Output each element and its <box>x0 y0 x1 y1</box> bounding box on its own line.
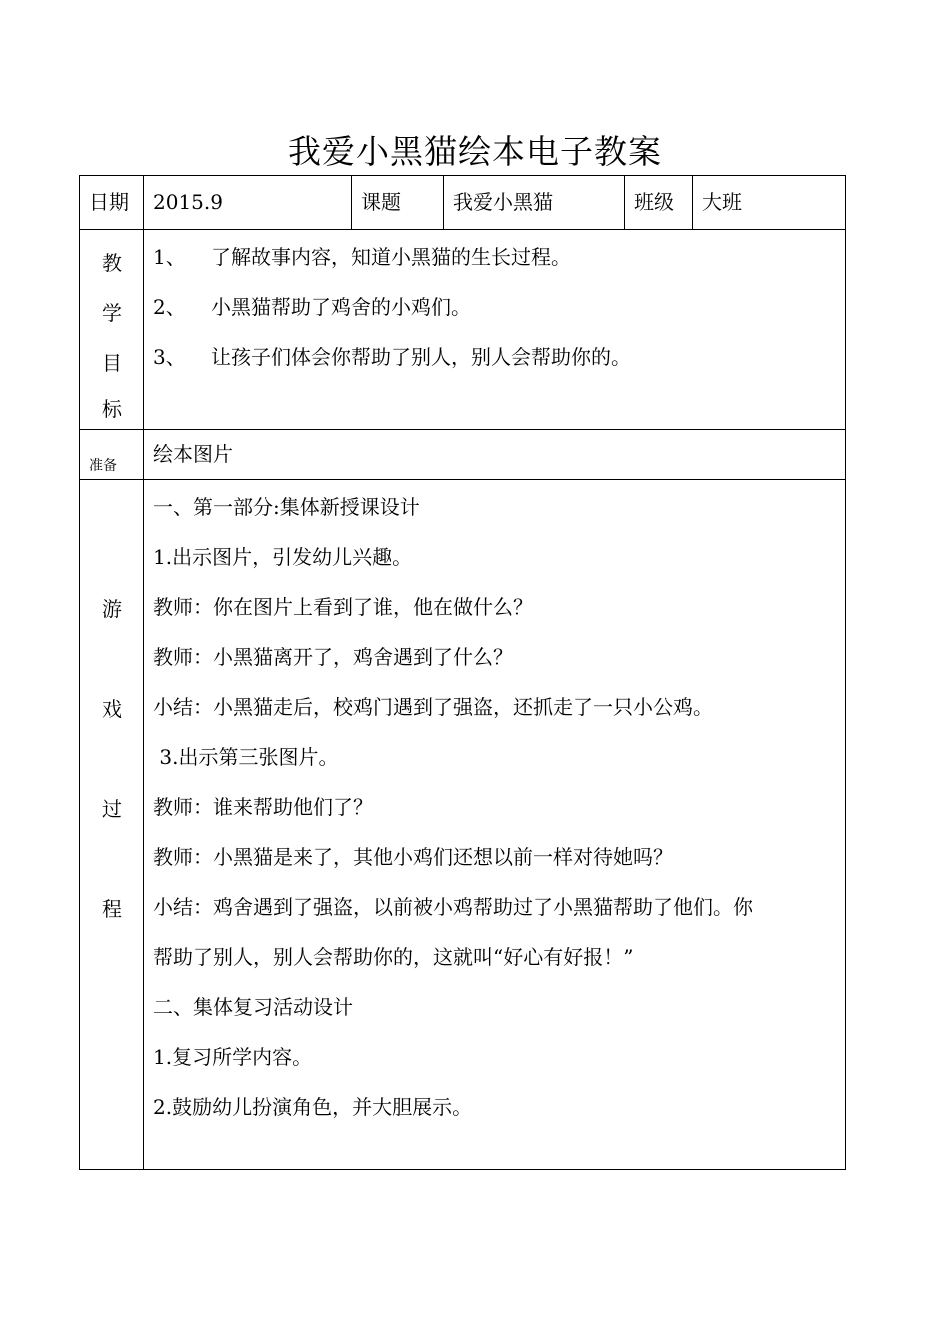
goals-label <box>79 230 143 430</box>
goal-item: 2、 小黑猫帮助了鸡舍的小鸡们。 <box>153 295 471 319</box>
process-line: 一、第一部分:集体新授课设计 <box>153 495 420 519</box>
goals-content <box>143 230 846 430</box>
process-line: 帮助了别人，别人会帮助你的，这就叫“好心有好报！” <box>153 945 634 969</box>
header-row <box>79 175 846 230</box>
process-line: 1.出示图片，引发幼儿兴趣。 <box>153 545 413 569</box>
goals-label-char: 标 <box>102 397 122 421</box>
process-content <box>143 480 846 1170</box>
process-line: 教师：小黑猫离开了，鸡舍遇到了什么？ <box>153 645 513 669</box>
process-line: 2.鼓励幼儿扮演角色，并大胆展示。 <box>153 1095 473 1119</box>
class-value: 大班 <box>692 175 846 230</box>
process-label-char: 戏 <box>102 697 122 721</box>
goal-item: 1、 了解故事内容，知道小黑猫的生长过程。 <box>153 245 571 269</box>
prep-value: 绘本图片 <box>143 430 846 480</box>
process-label-char: 游 <box>102 597 122 621</box>
process-line: 小结：小黑猫走后，校鸡门遇到了强盗，还抓走了一只小公鸡。 <box>153 695 713 719</box>
date-label: 日期 <box>79 175 143 230</box>
process-line: 教师：小黑猫是来了，其他小鸡们还想以前一样对待她吗？ <box>153 845 673 869</box>
process-line: 1.复习所学内容。 <box>153 1045 313 1069</box>
goals-label-char: 目 <box>102 351 122 375</box>
process-line: 二、集体复习活动设计 <box>153 995 353 1019</box>
process-label-char: 过 <box>102 797 122 821</box>
page-title: 我爱小黑猫绘本电子教案 <box>288 132 662 171</box>
prep-label: 准备 <box>79 430 143 480</box>
goals-label-char: 教 <box>102 251 122 275</box>
process-label-char: 程 <box>102 897 122 921</box>
process-line: 3.出示第三张图片。 <box>153 745 339 769</box>
date-value: 2015.9 <box>143 175 351 230</box>
process-line: 教师：谁来帮助他们了？ <box>153 795 373 819</box>
goals-label-char: 学 <box>102 301 122 325</box>
class-label: 班级 <box>624 175 692 230</box>
process-row <box>79 480 846 1170</box>
process-label <box>79 480 143 1170</box>
topic-value: 我爱小黑猫 <box>443 175 624 230</box>
prep-row <box>79 430 846 480</box>
goals-row <box>79 230 846 430</box>
topic-label: 课题 <box>351 175 443 230</box>
process-line: 教师：你在图片上看到了谁，他在做什么？ <box>153 595 533 619</box>
goal-item: 3、 让孩子们体会你帮助了别人，别人会帮助你的。 <box>153 345 631 369</box>
process-line: 小结：鸡舍遇到了强盗，以前被小鸡帮助过了小黑猫帮助了他们。你 <box>153 895 753 919</box>
